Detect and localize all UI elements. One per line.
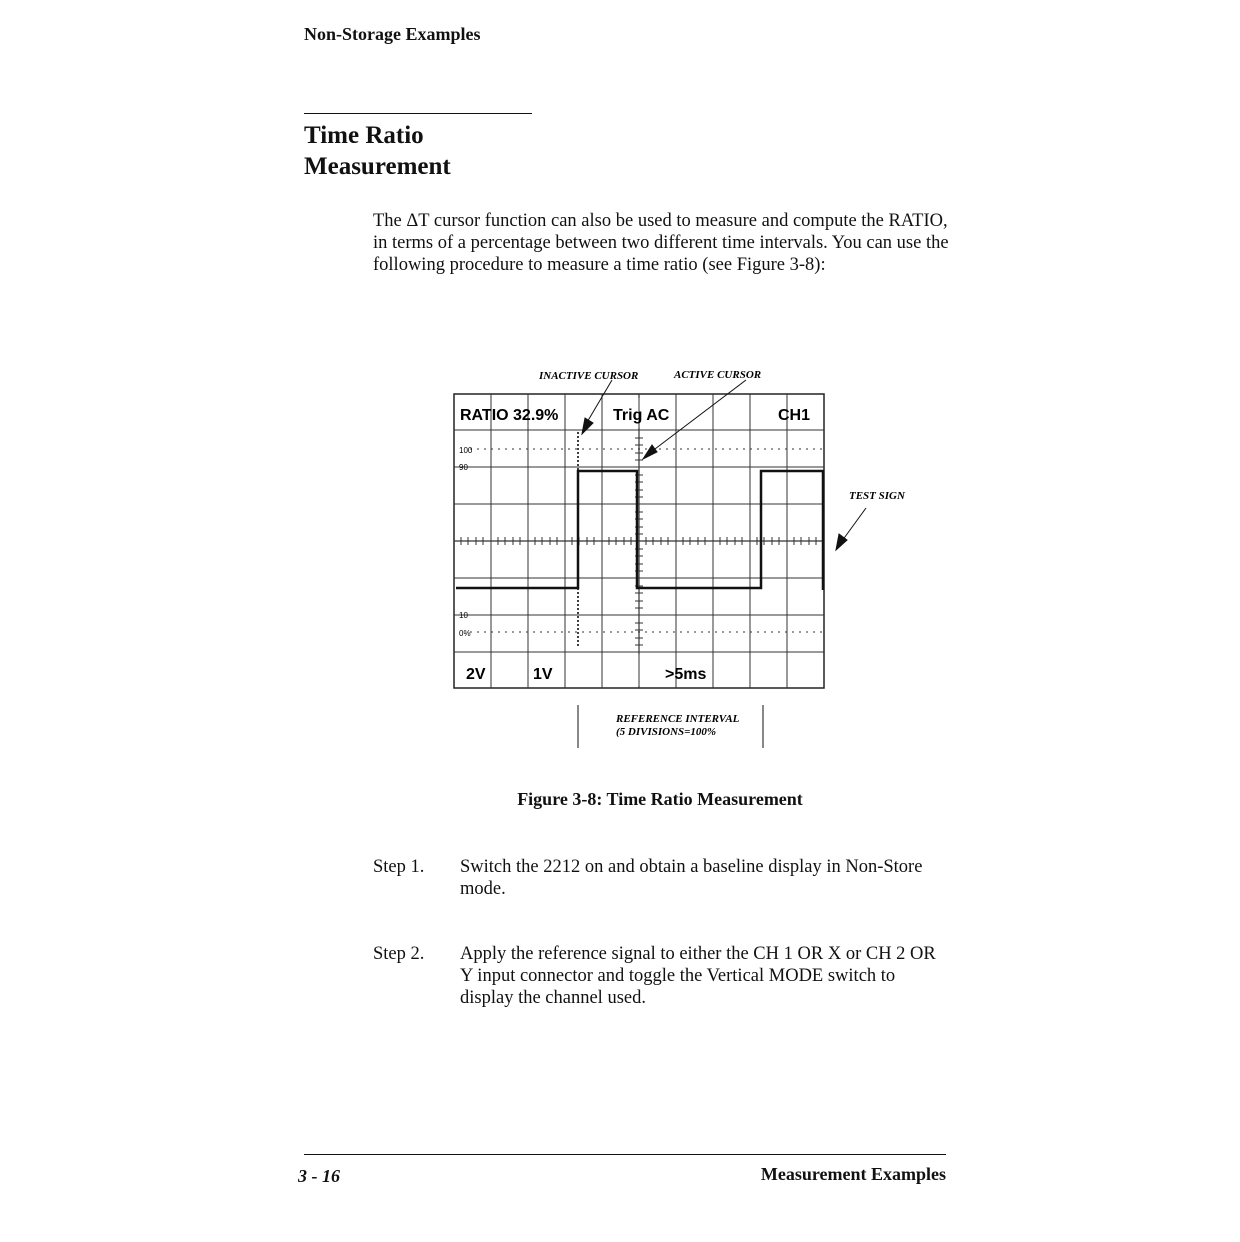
active-cursor-label: ACTIVE CURSOR bbox=[674, 369, 762, 381]
chapter-title: Measurement Examples bbox=[760, 1164, 946, 1184]
oscilloscope-figure bbox=[440, 360, 920, 760]
section-title-line1: Time Ratio bbox=[304, 122, 424, 149]
step-2-text: Apply the reference signal to either the CH 1 OR X or CH 2 OR Y input connector and toggle the Vertical MODE switch to display the channel used. bbox=[460, 944, 936, 1008]
scale-90-label: 90 bbox=[459, 463, 468, 472]
inactive-cursor-label: INACTIVE CURSOR bbox=[539, 370, 639, 382]
readout-trigger: Trig AC bbox=[613, 407, 670, 424]
step-1-text: Switch the 2212 on and obtain a baseline display in Non-Store mode. bbox=[460, 857, 923, 899]
scale-0-label: 0% bbox=[459, 629, 471, 638]
section-title-line2: Measurement bbox=[304, 153, 451, 180]
section-title bbox=[304, 120, 451, 182]
readout-timebase: >5ms bbox=[665, 666, 707, 683]
reference-interval-label: REFERENCE INTERVAL bbox=[616, 713, 740, 725]
readout-volts-ch1: 2V bbox=[466, 666, 486, 683]
step-2-label: Step 2. bbox=[373, 944, 425, 964]
scale-10-label: 10 bbox=[459, 611, 468, 620]
running-head: Non-Storage Examples bbox=[304, 24, 481, 44]
reference-divisions-label: (5 DIVISIONS=100% bbox=[616, 726, 717, 738]
active-cursor-arrowhead bbox=[643, 445, 657, 459]
step-1-label: Step 1. bbox=[373, 857, 425, 877]
intro-paragraph: The ΔT cursor function can also be used to measure and compute the RATIO, in terms of a percentage between two different time intervals. You can use the following procedure to measure a time ratio (see Figure 3-8): bbox=[373, 211, 949, 275]
readout-ratio: RATIO 32.9% bbox=[460, 407, 559, 424]
page-number: 3 - 16 bbox=[298, 1166, 340, 1186]
test-sign-label: TEST SIGN bbox=[849, 490, 905, 502]
scale-100-label: 100 bbox=[459, 446, 473, 455]
test-sign-arrow-line bbox=[842, 508, 866, 541]
footer-rule bbox=[304, 1154, 946, 1155]
title-rule bbox=[304, 113, 532, 114]
readout-volts-ch2: 1V bbox=[533, 666, 553, 683]
readout-channel: CH1 bbox=[778, 407, 811, 424]
figure-caption: Figure 3-8: Time Ratio Measurement bbox=[517, 789, 803, 809]
